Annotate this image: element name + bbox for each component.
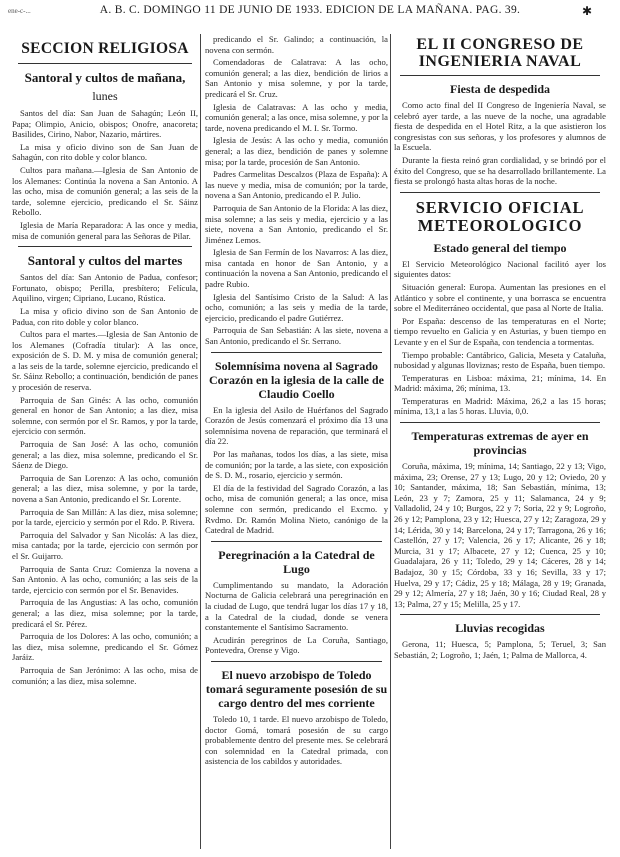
novena-sagrado-corazon-body <box>205 405 388 536</box>
congreso-naval-title: EL II CONGRESO DE INGENIERIA NAVAL <box>416 36 584 70</box>
temperaturas-provincias-title: Temperaturas extremas de ayer en provincias <box>411 429 589 458</box>
paragraph: Parroquia de San Millán: A las diez, misa solemne; por la tarde, ejercicio y sermón por el Rdo. P. Rivera. <box>12 506 198 528</box>
divider <box>18 246 192 247</box>
paragraph: Cultos para mañana.—Iglesia de San Antonio de los Alemanes: Continúa la novena a San Antonio. A las ocho, misa de comunión general; a las seis de la tarde, solemne ejercicio, predicando el Sr. Sáinz Rebollo. <box>12 164 198 218</box>
divider <box>211 352 382 353</box>
paragraph: Parroquia de San José: A las ocho, comunión general; a las diez, misa solemne, predicando el Sr. Sáenz de Diego. <box>12 439 198 471</box>
peregrinacion-lugo-title: Peregrinación a la Catedral de Lugo <box>218 547 375 576</box>
paragraph: Tiempo probable: Cantábrico, Galicia, Meseta y Cataluña, nubosidad y algunas lloviznas; resto de España, buen tiempo. <box>394 349 606 371</box>
santoral-martes-body <box>12 272 198 686</box>
cultos-continued-body <box>205 34 388 347</box>
divider <box>400 192 600 193</box>
divider <box>211 541 382 542</box>
paragraph: Santos del día: San Juan de Sahagún; León II, Papa; Olimpio, Anicio, obispos; Onofre, anacoreta; Basilides, Cirino, Nabor, Nazario, mártires. <box>12 108 198 140</box>
arzobispo-toledo-title: El nuevo arzobispo de Toledo tomará seguramente posesión de su cargo dentro del mes corriente <box>205 667 388 710</box>
paragraph: Parroquia de San Jerónimo: A las ocho, misa de comunión; a las diez, misa solemne. <box>12 664 198 686</box>
paragraph: La misa y oficio divino son de San Juan de Sahagún, con rito doble y color blanco. <box>12 141 198 163</box>
column-middle <box>205 34 388 849</box>
paragraph: Gerona, 11; Huesca, 5; Pamplona, 5; Teruel, 3; San Sebastián, 2; Logroño, 1; Jaén, 1; Palma de Mallorca, 4. <box>394 639 606 660</box>
paragraph: Parroquia de las Angustias: A las ocho, comunión general; a las diez, misa solemne; por la tarde, predicará el Sr. Pérez. <box>12 597 198 629</box>
divider <box>400 422 600 423</box>
novena-sagrado-corazon-title: Solemnísima novena al Sagrado Corazón en la iglesia de la calle de Claudio Coello <box>209 358 384 401</box>
lluvias-recogidas-body <box>394 639 606 660</box>
paragraph: Padres Carmelitas Descalzos (Plaza de España): A las nueve y media, misa de comunión; por la tarde, novena a San Antonio, predicando el P. Julio. <box>205 169 388 201</box>
divider <box>18 63 192 64</box>
star-ornament: ✱ <box>581 4 592 18</box>
fiesta-despedida-body <box>394 100 606 187</box>
santoral-martes-title: Santoral y cultos del martes <box>27 253 183 269</box>
column-religious <box>12 34 198 849</box>
page-header-title: A. B. C. DOMINGO 11 DE JUNIO DE 1933. EDICION DE LA MAÑANA. PAG. 39. <box>99 4 521 16</box>
paragraph: El día de la festividad del Sagrado Corazón, a las ocho, misa de comunión general; a las once, misa solemne con sermón, predicando el Excmo. y Rvdmo. Dr. Ramón Molina Nieto, canónigo de la Catedral de Madrid. <box>205 482 388 536</box>
paragraph: Iglesia de San Fermín de los Navarros: A las diez, misa cantada en honor de San Antonio, y a continuación la novena a San Antonio, predicando el padre Rubio. <box>205 247 388 290</box>
santoral-lunes-body <box>12 108 198 241</box>
estado-general-title: Estado general del tiempo <box>433 240 567 255</box>
page-mark: ene-c-... <box>8 7 31 15</box>
paragraph: Parroquia de los Dolores: A las ocho, comunión; a las diez, misa solemne, predicando el Sr. Gómez Jaráiz. <box>12 631 198 663</box>
paragraph: Iglesia de Jesús: A las ocho y media, comunión general; a las diez, bendición de panes y solemne misa; por la tarde, procesión de San Antonio. <box>205 135 388 167</box>
divider <box>400 614 600 615</box>
paragraph: En la iglesia del Asilo de Huérfanos del Sagrado Corazón de Jesús comenzará el próximo día 13 una solemnísima novena de reparación, que terminará el día 22. <box>205 404 388 447</box>
santoral-lunes-title: Santoral y cultos de mañana, <box>24 70 186 85</box>
paragraph: Parroquia del Salvador y San Nicolás: A las diez, misa cantada; por la tarde, ejercicio con sermón por el Sr. Guijarro. <box>12 529 198 561</box>
paragraph: Parroquia de San Ginés: A las ocho, comunión general en honor de San Antonio; a las diez, misa solemne, con sermón por el Sr. Ramos, y por la tarde, ejercicio con sermón. <box>12 394 198 437</box>
paragraph: Como acto final del II Congreso de Ingeniería Naval, se celebró ayer tarde, a las nueve de la noche, una agradable fiesta de despedida en el Hotel Ritz, a la que asistieron los congresistas con sus señoras, y los profesores y alumnos de la Escuela. <box>394 100 606 153</box>
column-right <box>394 34 606 849</box>
paragraph: Toledo 10, 1 tarde. El nuevo arzobispo de Toledo, doctor Gomá, tomará posesión de su cargo probablemente dentro del presente mes. Se celebrará con solemnidad en la Catedral primada, con asistencia de los cabildos y autoridades. <box>205 713 388 767</box>
paragraph: Iglesia de Calatravas: A las ocho y media, comunión general; a las once, misa solemne, y por la tarde, novena predicando el M. I. Sr. Tormo. <box>205 101 388 133</box>
paragraph: El Servicio Meteorológico Nacional facilitó ayer los siguientes datos: <box>394 258 606 280</box>
paragraph: Comendadoras de Calatrava: A las ocho, comunión general; a las diez, bendición de lirios a San Antonio y misa solemne, y por la tarde, predicará el Sr. Cruz. <box>205 57 388 99</box>
santoral-lunes-subtitle: lunes <box>92 89 118 103</box>
paragraph: Acudirán peregrinos de La Coruña, Santiago, Pontevedra, Orense y Vigo. <box>205 634 388 656</box>
paragraph: Parroquia de Santa Cruz: Comienza la novena a San Antonio. A las ocho, comunión; a las seis de la tarde, ejercicio con sermón por el Sr. Benavides. <box>12 563 198 595</box>
paragraph: Santos del día: San Antonio de Padua, confesor; Fortunato, obispo; Perilla, presbítero; Felícula, Aquilino, virgen; Cipriano, Lucano, Rústica. <box>12 272 198 304</box>
paragraph: Cultos para el martes.—Iglesia de San Antonio de los Alemanes (Cofradía titular): A las once, exposición de S. D. M. y misa de comunión general; a las seis de la tarde, solemne ejercicio, predicando el Sr. Sáinz Rebollo; a continuación, bendición de panes y procesión de reserva. <box>12 329 198 393</box>
paragraph: Situación general: Europa. Aumentan las presiones en el Atlántico y sobre el continente, y una borrasca se encuentra sobre el Mediterráneo occidental, que pasa al Norte de Italia. <box>394 281 606 314</box>
servicio-meteorologico-title: SERVICIO OFICIAL METEOROLOGICO <box>415 197 585 235</box>
paragraph: Parroquia de San Antonio de la Florida: A las diez, misa solemne; a las seis y media, ejercicio y a las siete, novena a San Antonio, predicando el Sr. Jiménez Lemos. <box>205 202 388 245</box>
paragraph: Iglesia de María Reparadora: A las once y media, misa de comunión general para las Señoras de Pilar. <box>12 219 198 241</box>
lluvias-recogidas-title: Lluvias recogidas <box>455 621 545 636</box>
estado-general-body <box>394 259 606 417</box>
divider <box>211 661 382 662</box>
paragraph: La misa y oficio divino son de San Antonio de Padua, con rito doble y color blanco. <box>12 305 198 327</box>
paragraph: Iglesia del Santísimo Cristo de la Salud: A las ocho, comunión; a las seis y media de la tarde, ejercicio, predicando el padre Gutiérrez. <box>205 291 388 323</box>
paragraph: Parroquia de San Lorenzo: A las ocho, comunión general; a las diez, misa solemne, y por la tarde, novena a San Antonio, predicando el Sr. Lorente. <box>12 472 198 504</box>
fiesta-despedida-title: Fiesta de despedida <box>449 82 550 96</box>
temperaturas-provincias-body <box>394 461 606 609</box>
section-title-religiosa: SECCION RELIGIOSA <box>21 40 189 57</box>
column-rule <box>390 34 391 849</box>
divider <box>400 75 600 76</box>
column-rule <box>200 34 201 849</box>
page-header <box>0 4 620 18</box>
paragraph: Coruña, máxima, 19; mínima, 14; Santiago, 22 y 13; Vigo, máxima, 23; Orense, 27 y 13; Lugo, 20 y 12; Oviedo, 20 y 10; Santander, máxima, 18; San Sebastián, mínima, 13; León, 23 y 7; Zamora, 25 y 11; Salamanca, 24 y 9; Valladolid, 24 y 10; Burgos, 22 y 7; Soria, 22 y 9; Logroño, 26 y 12; Pamplona, 23 y 12; Huesca, 27 y 12; Zaragoza, 29 y 14; Lérida, 30 y 14; Barcelona, 24 y 17; Tarragona, 26 y 16; Castellón, 27 y 17; Valencia, 26 y 17; Alicante, 26 y 18; Murcia, 31 y 17; Albacete, 27 y 12; Cuenca, 25 y 10; Guadalajara, 26 y 11; Toledo, 29 y 14; Cáceres, 28 y 14; Badajoz, 30 y 15; Córdoba, 33 y 16; Sevilla, 33 y 17; Huelva, 29 y 17; Cádiz, 25 y 18; Málaga, 28 y 19; Granada, 29 y 12; Almería, 27 y 18; Jaén, 30 y 16; Ciudad Real, 28 y 13; Palma, 27 y 15; Melilla, 25 y 17. <box>394 461 606 609</box>
paragraph: predicando el Sr. Galindo; a continuación, la novena con sermón. <box>205 34 388 55</box>
paragraph: Por España: descenso de las temperaturas en el Norte; tiempo revuelto en Galicia y en Asturias, y buen tiempo en Levante y en el Sur de España, con tendencia a tormentas. <box>394 315 606 347</box>
peregrinacion-lugo-body <box>205 580 388 656</box>
paragraph: Por las mañanas, todos los días, a las siete, misa de comunión; por la tarde, a las siete, con exposición de S. D. M., rosario, ejercicio y sermón. <box>205 449 388 481</box>
arzobispo-toledo-body <box>205 714 388 767</box>
paragraph: Parroquia de San Sebastián: A las siete, novena a San Antonio, predicando el Sr. Serrano. <box>205 325 388 347</box>
paragraph: Durante la fiesta reinó gran cordialidad, y se brindó por el éxito del Congreso, que se ha desarrollado brillantemente. La fiesta se prolongó hasta altas horas de la noche. <box>394 154 606 187</box>
paragraph: Temperaturas en Lisboa: máxima, 21; mínima, 14. En Madrid: máxima, 26; mínima, 13. <box>394 372 606 394</box>
paragraph: Temperaturas en Madrid: Máxima, 26,2 a las 15 horas; mínima, 13,1 a las 5 horas. Lluvia, 0,0. <box>394 395 606 417</box>
paragraph: Cumplimentando su mandato, la Adoración Nocturna de Galicia celebrará una peregrinación en la ciudad de Lugo, que tendrá lugar los días 17 y 18, a la Catedral de la ciudad, donde se venera constantemente el Santísimo Sacramento. <box>205 579 388 633</box>
